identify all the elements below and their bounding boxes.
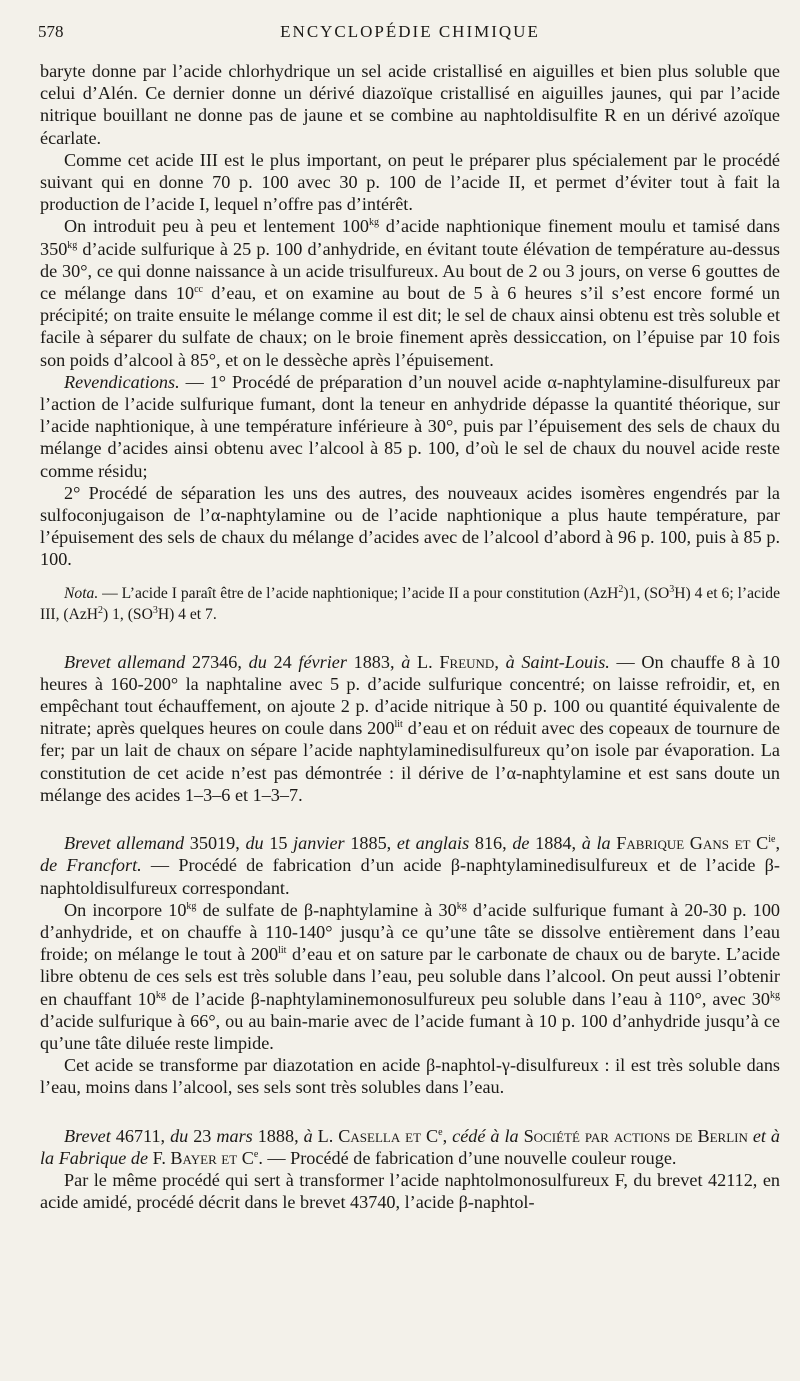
text-run: — L’acide I paraît être de l’acide naphtionique; l’acide II a pour constitution (AzH bbox=[98, 584, 619, 602]
small-caps-text: Bayer et C bbox=[170, 1147, 254, 1168]
page-header bbox=[40, 22, 780, 46]
superscript: ie bbox=[768, 834, 776, 846]
text-run: On introduit peu à peu et lentement 100 bbox=[64, 216, 370, 237]
italic-text: janvier bbox=[293, 833, 345, 854]
text-run: d’eau et on réduit avec des copeaux de tournure de fer; par un lait de chaux on sépare l’acide naphtylaminedisulfureux qu’on isole par évaporation. La constitution de cet acide n’est pas démontrée : il dérive de l’α-naphtylamine et est sans doute un mélange des acides 1–3–6 et 1–3–7. bbox=[40, 718, 780, 805]
text-run: L. bbox=[312, 1125, 339, 1146]
claims-paragraph bbox=[40, 371, 780, 482]
text-run: H) 4 et 7. bbox=[157, 605, 217, 623]
text-run: 2° Procédé de séparation les uns des autres, des nouveaux acides isomères engendrés par la sulfoconjugaison de l’α-naphtylamine ou de l’acide naphtionique a plus haute température, par l’épuisement des sels de chaux du mélange d’acides avec de l’alcool d’abord à 96 p. 100, puis à 85 p. 100. bbox=[40, 482, 780, 570]
italic-text: à bbox=[401, 651, 411, 672]
nota-paragraph bbox=[40, 583, 780, 625]
superscript: 2 bbox=[618, 583, 624, 595]
small-caps-text: Casella et C bbox=[338, 1125, 439, 1146]
text-run: 27346, bbox=[185, 651, 249, 672]
text-run: 24 bbox=[266, 651, 299, 672]
italic-text: du bbox=[245, 833, 264, 854]
text-run: , bbox=[775, 833, 781, 854]
italic-text: à la bbox=[581, 833, 611, 854]
superscript: lit bbox=[278, 945, 287, 957]
patent-entry bbox=[40, 651, 780, 806]
text-run: 23 bbox=[188, 1125, 217, 1146]
text-run: 1885, bbox=[344, 833, 397, 854]
small-caps-text: Freund bbox=[439, 651, 495, 672]
italic-text: du bbox=[170, 1125, 189, 1146]
superscript: kg bbox=[155, 989, 166, 1001]
text-run: — On chauffe 8 à 10 heures à 160-200° la naphtaline avec 5 p. d’acide sulfurique concentré; on laisse refroidir, et, en empêchant tout échauffement, on ajoute 2 p. d’acide nitrique à 50 p. 100 ou quantité équivalente de nitrate; après quelques heures on coule dans 200 bbox=[40, 651, 781, 739]
italic-text: Brevet allemand bbox=[64, 833, 185, 854]
small-caps-text: Fabrique Gans et C bbox=[616, 833, 769, 854]
italic-text: à Saint-Louis. bbox=[505, 651, 610, 672]
italic-text: mars bbox=[216, 1125, 253, 1146]
superscript: kg bbox=[186, 900, 197, 912]
paragraph bbox=[40, 60, 780, 149]
text-run: 35019, bbox=[184, 833, 246, 854]
paragraph bbox=[40, 1169, 780, 1213]
text-run: 1888, bbox=[252, 1125, 304, 1146]
text-run: — 1° Procédé de préparation d’un nouvel acide α-naphtylamine-disulfureux par l’action de l’acide sulfurique fumant, dont la teneur en anhydride dépasse la quantité théorique, sur l’acide naphtionique, à une température inférieure à 30°, puis par l’épuisement des sels de chaux du mélange d’acides ainsi obtenu avec l’alcool à 85 p. 100, d’où le sel de chaux du nouvel acide reste comme résidu; bbox=[40, 371, 780, 481]
italic-text: et à la Fabrique de bbox=[40, 1125, 781, 1168]
patent-entry bbox=[40, 1125, 780, 1169]
superscript: e bbox=[438, 1126, 443, 1138]
text-run: L. bbox=[410, 651, 440, 672]
superscript: 3 bbox=[669, 583, 675, 595]
italic-text: février bbox=[298, 651, 347, 672]
page-number: 578 bbox=[38, 22, 64, 41]
small-caps-text: Société par actions de Berlin bbox=[523, 1125, 748, 1146]
italic-text: Revendications. bbox=[64, 371, 180, 392]
superscript: 2 bbox=[98, 604, 104, 616]
text-run: d’acide sulfurique à 66°, ou au bain-marie avec de l’acide fumant à 10 p. 100 d’anhydride jusqu’à ce qu’une tâte diluée reste limpide. bbox=[40, 1010, 780, 1053]
superscript: lit bbox=[394, 719, 403, 731]
text-run: Comme cet acide III est le plus important, on peut le préparer plus spécialement par le procédé suivant qui en donne 70 p. 100 avec 30 p. 100 de l’acide II, et permet d’éviter tout à fait la production de l’acide I, lequel n’offre pas d’intérêt. bbox=[40, 149, 780, 215]
document-page bbox=[40, 22, 780, 1213]
paragraph bbox=[40, 215, 780, 370]
text-run: . — Procédé de fabrication d’une nouvelle couleur rouge. bbox=[258, 1147, 677, 1168]
superscript: e bbox=[253, 1148, 259, 1160]
text-run: F. bbox=[148, 1147, 171, 1168]
italic-text: du bbox=[248, 651, 267, 672]
text-run: 46711, bbox=[110, 1125, 171, 1146]
patent-entry bbox=[40, 832, 780, 899]
italic-text: Nota. bbox=[64, 584, 99, 602]
paragraph bbox=[40, 482, 780, 571]
text-run: Cet acide se transforme par diazotation en acide β-naphtol-γ-disulfureux : il est très soluble dans l’eau, moins dans l’alcool, ses sels sont très solubles dans l’eau. bbox=[40, 1055, 780, 1098]
text-run: ) 1, (SO bbox=[103, 605, 153, 623]
text-run: baryte donne par l’acide chlorhydrique un sel acide cristallisé en aiguilles et bien plus soluble que celui d’Alén. Ce dernier donne un dérivé diazoïque cristallisé en aiguilles jaunes, qui par l’acide nitrique bouillant ne donne pas de jaune et se combine au naphtoldisulfite R en un dérivé azoïque écarlate. bbox=[40, 61, 780, 148]
text-run: , bbox=[494, 651, 506, 672]
superscript: cc bbox=[194, 283, 203, 295]
text-run: de sulfate de β-naphtylamine à 30 bbox=[196, 899, 457, 920]
superscript: kg bbox=[770, 989, 780, 1001]
text-run: , bbox=[442, 1125, 453, 1146]
text-run: 1883, bbox=[346, 651, 402, 672]
text-run: de l’acide β-naphtylaminemonosulfureux peu soluble dans l’eau à 110°, avec 30 bbox=[165, 988, 770, 1009]
text-run: d’eau, et on examine au bout de 5 à 6 heures s’il s’est encore formé un précipité; on traite ensuite le mélange comme il est dit; le sel de chaux ainsi obtenu est très soluble et facile à séparer du sulfate de chaux; on le broie finement après dessiccation, on l’épuise par 10 fois son poids d’alcool à 85°, et on le dessèche après l’épuisement. bbox=[40, 283, 780, 370]
paragraph bbox=[40, 149, 780, 216]
text-run: — Procédé de fabrication d’un acide β-naphtylaminedisulfureux et de l’acide β-naphtoldisulfureux correspondant. bbox=[40, 855, 780, 898]
italic-text: à bbox=[303, 1125, 313, 1146]
superscript: kg bbox=[456, 900, 467, 912]
running-title: ENCYCLOPÉDIE CHIMIQUE bbox=[280, 22, 540, 41]
superscript: kg bbox=[369, 217, 380, 229]
paragraph bbox=[40, 1054, 780, 1098]
text-run: d’acide naphtionique finement moulu et tamisé dans 350 bbox=[40, 216, 780, 259]
text-run: )1, (SO bbox=[623, 584, 670, 602]
text-run: d’acide sulfurique fumant à 20-30 p. 100 d’anhydride, et on chauffe à 110-140° jusqu’à ce qu’une tâte se dissolve entièrement dans l’eau froide; on mélange le tout à 200 bbox=[40, 899, 781, 965]
superscript: kg bbox=[67, 239, 78, 251]
text-run: Par le même procédé qui sert à transformer l’acide naphtolmonosulfureux F, du brevet 42112, en acide amidé, procédé décrit dans le brevet 43740, l’acide β-naphtol- bbox=[40, 1169, 780, 1213]
text-run: d’eau et on sature par le carbonate de chaux ou de baryte. L’acide libre obtenu de ces sels est très soluble dans l’eau, peu soluble dans l’alcool. On peut aussi l’obtenir en chauffant 10 bbox=[40, 944, 781, 1009]
italic-text: de Francfort. bbox=[40, 855, 142, 876]
paragraph bbox=[40, 899, 780, 1054]
superscript: 3 bbox=[152, 604, 158, 616]
text-run: H) 4 et 6; l’acide III, (AzH bbox=[40, 584, 780, 623]
italic-text: Brevet allemand bbox=[64, 651, 186, 672]
italic-text: et anglais bbox=[396, 833, 470, 854]
text-run: d’acide sulfurique à 25 p. 100 d’anhydride, en évitant toute élévation de température au-dessus de 30°, ce qui donne naissance à un acide trisulfureux. Au bout de 2 ou 3 jours, on verse 6 gouttes de ce mélange dans 10 bbox=[40, 238, 780, 304]
text-run: 1884, bbox=[529, 833, 582, 854]
italic-text: Brevet bbox=[64, 1125, 111, 1146]
text-run: 816, bbox=[469, 833, 513, 854]
italic-text: de bbox=[512, 833, 530, 854]
text-run: 15 bbox=[263, 833, 294, 854]
italic-text: cédé à la bbox=[452, 1125, 519, 1146]
text-run: On incorpore 10 bbox=[64, 899, 187, 920]
